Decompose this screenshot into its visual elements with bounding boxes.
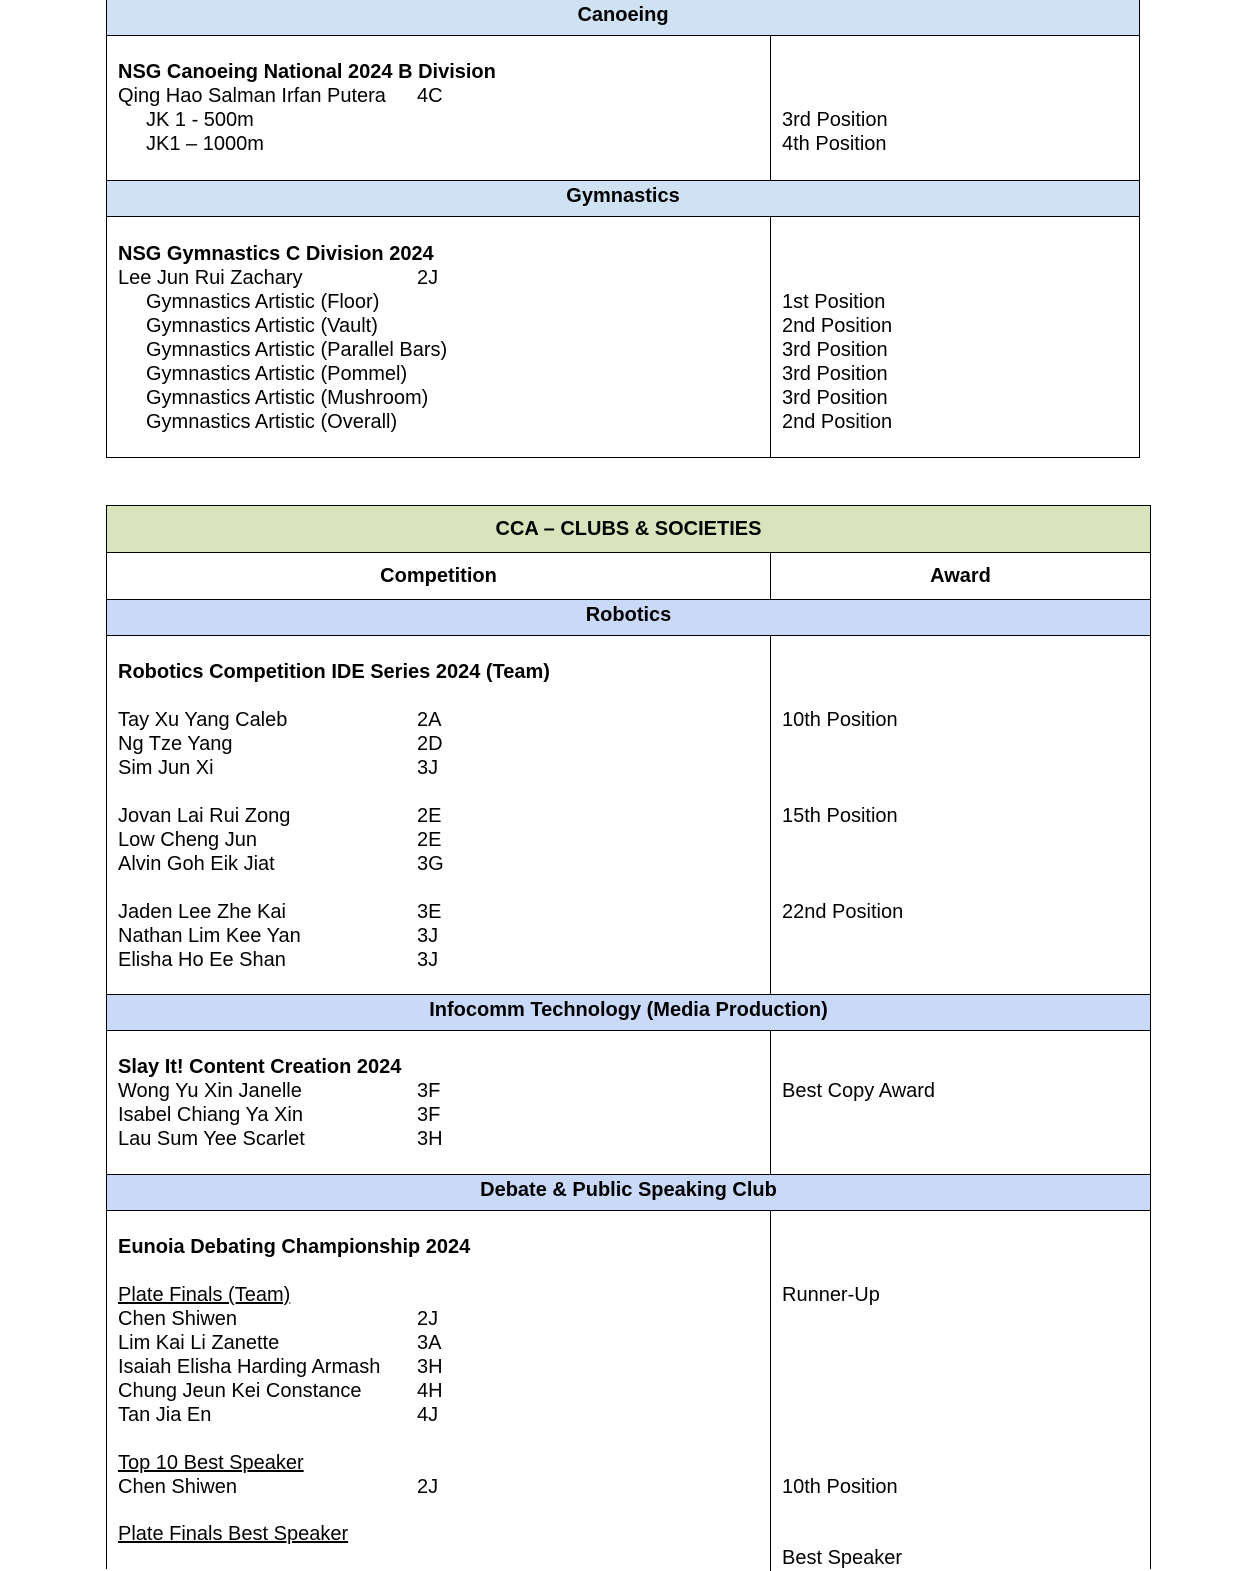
member-line [118, 732, 759, 756]
category-label: Plate Finals Best Speaker [118, 1523, 349, 1545]
award-cell [771, 636, 1150, 994]
member-name: Lau Sum Yee Scarlet [118, 1128, 305, 1150]
sports-awards-table [106, 0, 1140, 458]
member-class: 3F [417, 1104, 441, 1126]
competition-cell [107, 217, 771, 457]
member-class: 2D [417, 733, 443, 755]
member-class: 2A [417, 709, 442, 731]
competition-title: Robotics Competition IDE Series 2024 (Team) [118, 661, 550, 683]
column-header-row [107, 553, 1150, 600]
member-name: Jaden Lee Zhe Kai [118, 901, 286, 923]
member-name: Tan Jia En [118, 1404, 212, 1426]
member-line [118, 1379, 759, 1403]
award-text: Best Copy Award [782, 1080, 936, 1102]
competition-cell [107, 1031, 771, 1174]
category-label: Top 10 Best Speaker [118, 1452, 304, 1474]
table-title: CCA – CLUBS & SOCIETIES [495, 517, 762, 540]
member-class: 3A [417, 1332, 442, 1354]
member-line [118, 852, 759, 876]
member-class: 3E [417, 901, 442, 923]
award-cell [771, 36, 1139, 180]
student-name: Qing Hao Salman Irfan Putera [118, 85, 386, 107]
infocomm-row [107, 1031, 1150, 1175]
member-class: 2J [417, 1308, 439, 1330]
event-line: JK1 – 1000m [146, 133, 264, 155]
section-title: Robotics [585, 604, 672, 626]
member-name: Sim Jun Xi [118, 757, 214, 779]
student-class: 2J [417, 267, 439, 289]
member-name: Chen Shiwen [118, 1476, 237, 1498]
student-line [118, 266, 759, 290]
event-line: Gymnastics Artistic (Pommel) [146, 363, 408, 385]
robotics-row [107, 636, 1150, 995]
member-name: Chung Jeun Kei Constance [118, 1380, 362, 1402]
member-line [118, 924, 759, 948]
member-line [118, 1475, 759, 1499]
member-line [118, 756, 759, 780]
member-line [118, 1307, 759, 1331]
award-text: Best Speaker [782, 1547, 903, 1569]
event-line: Gymnastics Artistic (Parallel Bars) [146, 339, 448, 361]
member-line [118, 828, 759, 852]
canoeing-row [107, 36, 1139, 181]
section-header-gymnastics [107, 181, 1139, 217]
award-text: 2nd Position [782, 315, 893, 337]
award-text: 22nd Position [782, 901, 904, 923]
student-line [118, 84, 759, 108]
student-class: 4C [417, 85, 443, 107]
competition-title: NSG Gymnastics C Division 2024 [118, 243, 434, 265]
member-name: Isabel Chiang Ya Xin [118, 1104, 303, 1126]
section-title: Infocomm Technology (Media Production) [429, 999, 828, 1021]
member-name: Tay Xu Yang Caleb [118, 709, 288, 731]
member-line [118, 1103, 759, 1127]
section-header-canoeing [107, 0, 1139, 36]
competition-cell [107, 636, 771, 994]
award-cell [771, 1211, 1150, 1571]
member-class: 3G [417, 853, 444, 875]
member-class: 2J [417, 1476, 439, 1498]
event-line: JK 1 - 500m [146, 109, 254, 131]
section-header-debate [107, 1175, 1150, 1211]
member-name: Lim Kai Li Zanette [118, 1332, 280, 1354]
award-cell [771, 1031, 1150, 1174]
member-line [118, 1079, 759, 1103]
competition-title: Eunoia Debating Championship 2024 [118, 1236, 471, 1258]
event-line: Gymnastics Artistic (Mushroom) [146, 387, 429, 409]
gymnastics-row [107, 217, 1139, 457]
award-text: Runner-Up [782, 1284, 880, 1306]
award-text: 4th Position [782, 133, 887, 155]
section-title: Canoeing [577, 4, 669, 26]
member-class: 3J [417, 925, 439, 947]
member-class: 3H [417, 1128, 443, 1150]
student-name: Lee Jun Rui Zachary [118, 267, 303, 289]
member-class: 3J [417, 949, 439, 971]
competition-cell [107, 1211, 771, 1571]
award-text: 1st Position [782, 291, 886, 313]
event-line: Gymnastics Artistic (Overall) [146, 411, 398, 433]
member-name: Alvin Goh Eik Jiat [118, 853, 275, 875]
award-text: 10th Position [782, 1476, 898, 1498]
competition-cell [107, 36, 771, 180]
member-line [118, 1331, 759, 1355]
competition-title: NSG Canoeing National 2024 B Division [118, 61, 496, 83]
table-title-bar [107, 506, 1150, 553]
event-line: Gymnastics Artistic (Vault) [146, 315, 378, 337]
award-text: 15th Position [782, 805, 898, 827]
member-name: Wong Yu Xin Janelle [118, 1080, 302, 1102]
member-line [118, 900, 759, 924]
column-header-award: Award [930, 564, 991, 587]
member-line [118, 708, 759, 732]
award-text: 2nd Position [782, 411, 893, 433]
member-class: 3F [417, 1080, 441, 1102]
member-class: 4J [417, 1404, 439, 1426]
section-title: Gymnastics [566, 185, 680, 207]
debate-row [107, 1211, 1150, 1571]
award-text: 10th Position [782, 709, 898, 731]
column-header-competition: Competition [107, 553, 771, 599]
member-line [118, 804, 759, 828]
member-name: Nathan Lim Kee Yan [118, 925, 301, 947]
clubs-awards-table [106, 505, 1151, 1569]
member-name: Ng Tze Yang [118, 733, 233, 755]
member-name: Low Cheng Jun [118, 829, 257, 851]
section-title: Debate & Public Speaking Club [480, 1179, 777, 1201]
member-line [118, 1355, 759, 1379]
member-class: 4H [417, 1380, 443, 1402]
member-class: 3H [417, 1356, 443, 1378]
member-line [118, 948, 759, 972]
award-text: 3rd Position [782, 387, 888, 409]
member-name: Isaiah Elisha Harding Armash [118, 1356, 381, 1378]
member-class: 3J [417, 757, 439, 779]
award-text: 3rd Position [782, 363, 888, 385]
event-line: Gymnastics Artistic (Floor) [146, 291, 380, 313]
award-text: 3rd Position [782, 109, 888, 131]
award-text: 3rd Position [782, 339, 888, 361]
member-class: 2E [417, 829, 442, 851]
member-line [118, 1127, 759, 1151]
category-label: Plate Finals (Team) [118, 1284, 291, 1306]
award-cell [771, 217, 1139, 457]
member-name: Jovan Lai Rui Zong [118, 805, 291, 827]
member-name: Chen Shiwen [118, 1308, 237, 1330]
section-header-robotics [107, 600, 1150, 636]
section-header-infocomm [107, 995, 1150, 1031]
member-class: 2E [417, 805, 442, 827]
member-name: Elisha Ho Ee Shan [118, 949, 286, 971]
member-line [118, 1403, 759, 1427]
competition-title: Slay It! Content Creation 2024 [118, 1056, 402, 1078]
